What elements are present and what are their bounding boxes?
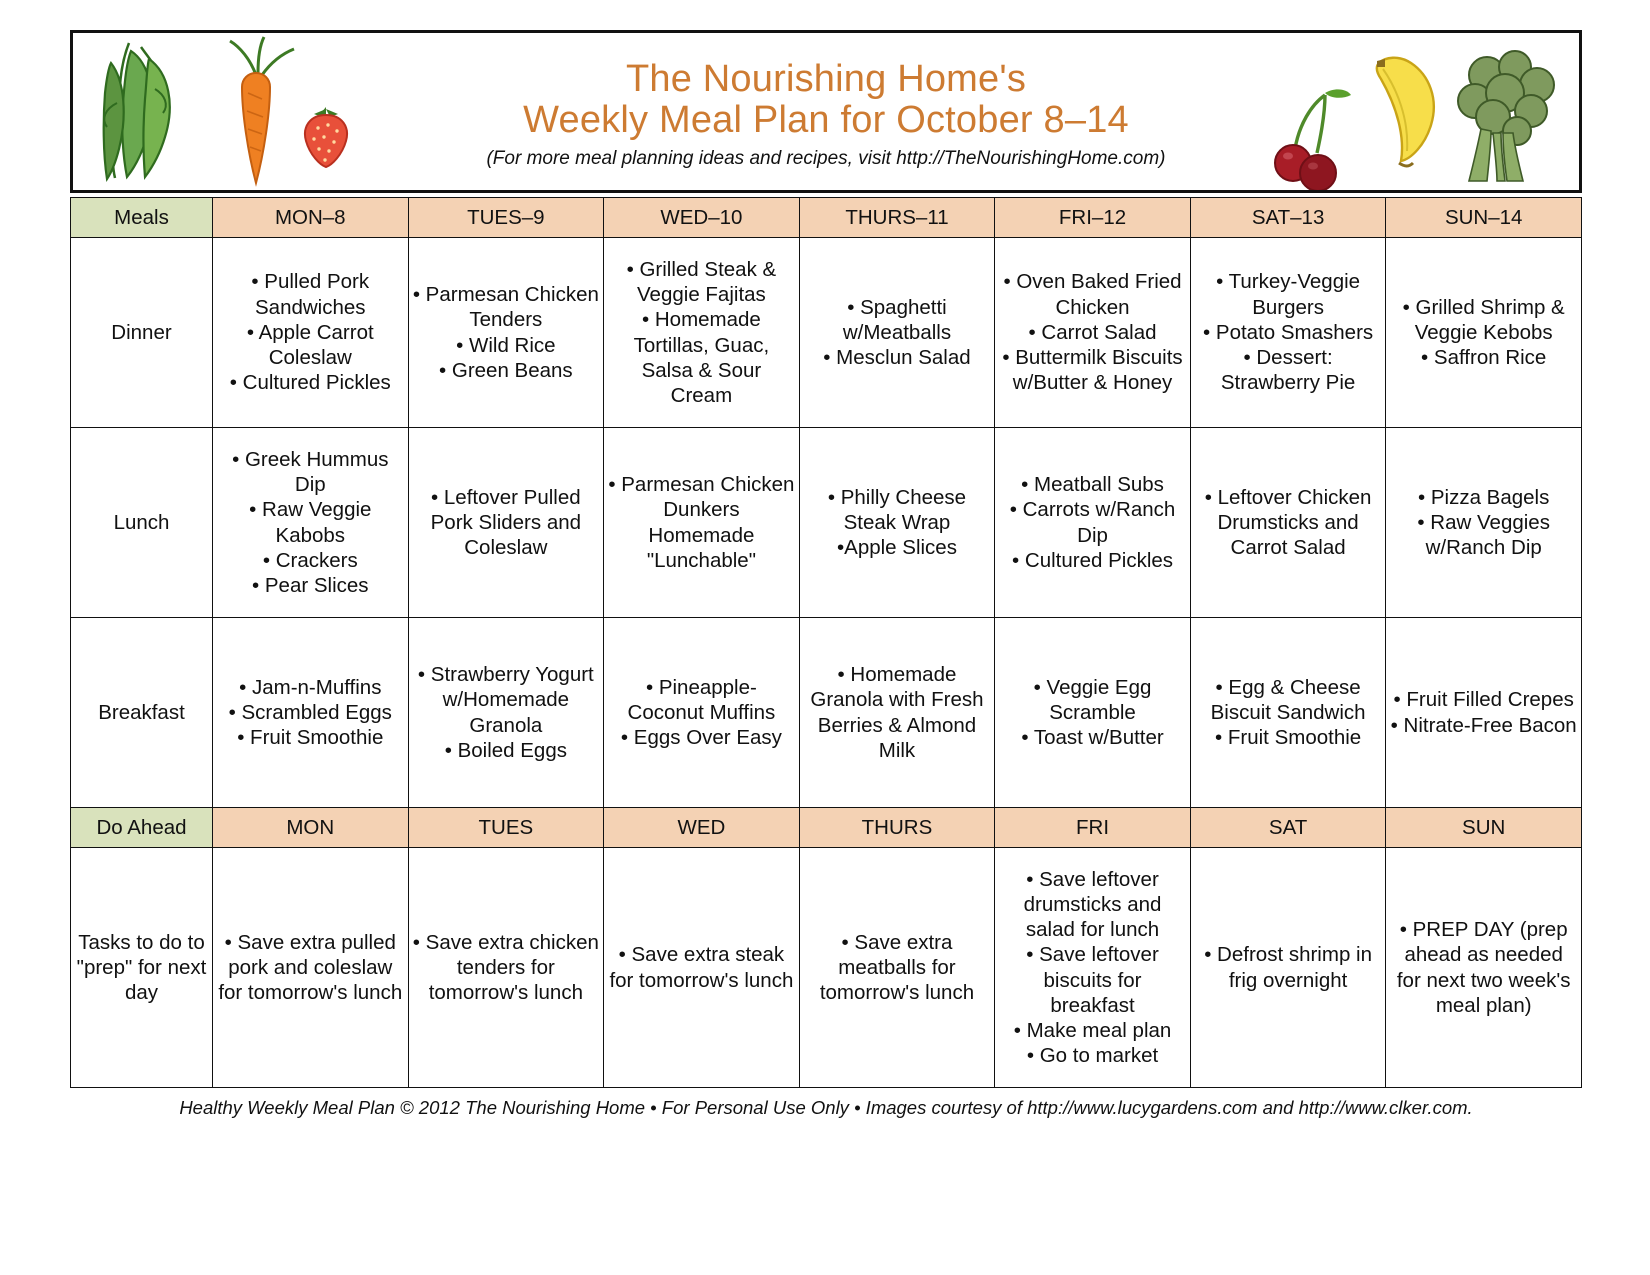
cell-item-list — [217, 269, 404, 395]
cell-item: • Mesclun Salad — [823, 346, 971, 370]
do-ahead-header-wed: WED — [604, 808, 800, 848]
cell-item: • Leftover Pulled Pork Sliders and Coleslaw — [430, 485, 582, 560]
cell-item: • Fruit Smoothie — [1215, 726, 1362, 750]
cell-item: • Strawberry Yogurt w/Homemade Granola — [417, 663, 594, 737]
breakfast-row — [71, 618, 1582, 808]
cell-lunch-sun — [1386, 428, 1582, 618]
cell-item-list — [413, 282, 600, 383]
cell-item-list — [608, 257, 795, 408]
cell-item: • Boiled Eggs — [444, 738, 567, 762]
day-header-sun: SUN–14 — [1386, 198, 1582, 238]
cell-item: • Nitrate-Free Bacon — [1390, 713, 1577, 737]
cell-item: • Save leftover drumsticks and salad for lunch — [1023, 867, 1162, 942]
title-line-1: The Nourishing Home's — [625, 57, 1027, 100]
title-subtitle: (For more meal planning ideas and recipes, visit http://TheNourishingHome.com) — [486, 148, 1166, 170]
cell-item: • Jam-n-Muffins — [239, 675, 382, 699]
cell-item: • Dessert: Strawberry Pie — [1220, 346, 1356, 395]
strawberry-icon — [296, 101, 356, 171]
cell-breakfast-sat — [1190, 618, 1386, 808]
cell-item: • Scrambled Eggs — [228, 700, 392, 724]
day-header-row — [71, 198, 1582, 238]
row-label-breakfast: Breakfast — [71, 618, 213, 808]
cell-item-list — [999, 269, 1186, 395]
cell-item-list — [413, 930, 600, 1006]
day-header-wed: WED–10 — [604, 198, 800, 238]
cell-item: • Potato Smashers — [1203, 320, 1374, 344]
day-header-tues: TUES–9 — [408, 198, 604, 238]
banner-art-left — [91, 33, 356, 190]
cell-item: • Crackers — [262, 548, 358, 572]
day-header-sat: SAT–13 — [1190, 198, 1386, 238]
cell-item: • Save extra meatballs for tomorrow's lunch — [819, 930, 975, 1005]
cell-tasks-fri — [995, 848, 1191, 1088]
cell-item: • Apple Carrot Coleslaw — [246, 320, 374, 370]
cell-item: • Saffron Rice — [1421, 346, 1547, 370]
cell-item-list — [608, 472, 795, 573]
cell-item: • Pear Slices — [252, 573, 369, 597]
row-label-lunch: Lunch — [71, 428, 213, 618]
cell-breakfast-sun — [1386, 618, 1582, 808]
meals-header-cell: Meals — [71, 198, 213, 238]
cell-item-list — [804, 662, 991, 763]
cell-item: • Cultured Pickles — [1012, 548, 1174, 572]
cell-tasks-sun — [1386, 848, 1582, 1088]
cell-dinner-mon — [213, 238, 409, 428]
cell-item-list — [999, 867, 1186, 1069]
banner — [70, 30, 1582, 193]
cell-tasks-tues — [408, 848, 604, 1088]
cell-lunch-wed — [604, 428, 800, 618]
cell-item: • Go to market — [1026, 1044, 1159, 1068]
cell-item: • Carrot Salad — [1028, 320, 1157, 344]
cell-item: • Leftover Chicken Drumsticks and Carrot Salad — [1204, 485, 1372, 560]
cell-tasks-mon — [213, 848, 409, 1088]
cell-item: • Save extra chicken tenders for tomorrow's lunch — [412, 930, 599, 1005]
cell-item: • Homemade Granola with Fresh Berries & Almond Milk — [810, 663, 984, 762]
cell-lunch-thurs — [799, 428, 995, 618]
cell-dinner-tues — [408, 238, 604, 428]
cell-lunch-mon — [213, 428, 409, 618]
cell-item-list — [608, 942, 795, 992]
cell-item-list — [1390, 687, 1577, 737]
cell-item: • Fruit Smoothie — [237, 726, 384, 750]
day-header-fri: FRI–12 — [995, 198, 1191, 238]
cell-item-list — [804, 295, 991, 371]
lunch-row — [71, 428, 1582, 618]
cell-dinner-sat — [1190, 238, 1386, 428]
cell-item-list — [413, 485, 600, 561]
broccoli-icon — [1447, 41, 1565, 186]
cell-item-list — [804, 930, 991, 1006]
cell-item-list — [1390, 917, 1577, 1018]
cell-item: • Cultured Pickles — [229, 371, 391, 395]
cell-item: • Oven Baked Fried Chicken — [1003, 270, 1182, 319]
day-header-thurs: THURS–11 — [799, 198, 995, 238]
cell-breakfast-wed — [604, 618, 800, 808]
cell-item: • Pulled Pork Sandwiches — [251, 270, 370, 319]
cell-item: • Save extra steak for tomorrow's lunch — [609, 943, 794, 992]
cell-item: • Veggie Egg Scramble — [1033, 675, 1152, 724]
cell-item: • Egg & Cheese Biscuit Sandwich — [1210, 675, 1366, 724]
cell-item-list — [1195, 942, 1382, 992]
cell-item: • Green Beans — [439, 358, 573, 382]
do-ahead-header-fri: FRI — [995, 808, 1191, 848]
cell-item: • Grilled Shrimp & Veggie Kebobs — [1402, 295, 1565, 344]
cell-item-list — [217, 930, 404, 1006]
cell-item-list — [1195, 675, 1382, 751]
day-header-mon: MON–8 — [213, 198, 409, 238]
cell-item-list — [1195, 269, 1382, 395]
pea-pods-icon — [91, 33, 216, 183]
cell-item: • Raw Veggies w/Ranch Dip — [1417, 510, 1550, 560]
cell-dinner-wed — [604, 238, 800, 428]
row-label-dinner: Dinner — [71, 238, 213, 428]
cell-item: • Defrost shrimp in frig overnight — [1204, 943, 1372, 992]
cell-item: • Pizza Bagels — [1417, 485, 1550, 509]
cell-item-list — [1390, 485, 1577, 561]
cell-lunch-fri — [995, 428, 1191, 618]
cell-item-list — [804, 485, 991, 561]
cell-item: • Philly Cheese Steak Wrap — [827, 485, 967, 534]
cell-tasks-sat — [1190, 848, 1386, 1088]
do-ahead-header-sun: SUN — [1386, 808, 1582, 848]
do-ahead-header-mon: MON — [213, 808, 409, 848]
do-ahead-header-tues: TUES — [408, 808, 604, 848]
cell-item-list — [217, 447, 404, 598]
cell-item: • Save leftover biscuits for breakfast — [1026, 943, 1159, 1017]
do-ahead-header-sat: SAT — [1190, 808, 1386, 848]
cell-item-list — [1390, 295, 1577, 371]
cell-breakfast-fri — [995, 618, 1191, 808]
cell-dinner-thurs — [799, 238, 995, 428]
cell-item-list — [1195, 485, 1382, 561]
cell-tasks-wed — [604, 848, 800, 1088]
cell-item: •Apple Slices — [836, 536, 957, 560]
cell-item: • Meatball Subs — [1021, 473, 1164, 497]
cell-item: • Grilled Steak & Veggie Fajitas — [626, 257, 777, 307]
cell-item: • Eggs Over Easy — [620, 726, 782, 750]
cell-tasks-thurs — [799, 848, 995, 1088]
cell-item: • Turkey-Veggie Burgers — [1216, 270, 1361, 319]
cell-item: • Make meal plan — [1013, 1018, 1172, 1042]
do-ahead-header-thurs: THURS — [799, 808, 995, 848]
cell-lunch-sat — [1190, 428, 1386, 618]
cell-item-list — [608, 675, 795, 751]
cell-dinner-fri — [995, 238, 1191, 428]
cell-item: • Parmesan Chicken Dunkers Homemade "Lunchable" — [608, 473, 795, 572]
cell-item: • Buttermilk Biscuits w/Butter & Honey — [1002, 346, 1183, 395]
cell-breakfast-tues — [408, 618, 604, 808]
cell-item: • Toast w/Butter — [1021, 726, 1164, 750]
carrot-icon — [212, 33, 304, 188]
cell-item: • PREP DAY (prep ahead as needed for next two week's meal plan) — [1396, 918, 1571, 1017]
footer-credit: Healthy Weekly Meal Plan © 2012 The Nourishing Home • For Personal Use Only • Images courtesy of http://www.lucygardens.com and http://www.clker.com. — [179, 1097, 1473, 1118]
cell-item-list — [999, 472, 1186, 573]
meal-plan-table — [70, 197, 1582, 1088]
cell-item: • Parmesan Chicken Tenders — [412, 283, 599, 332]
cell-dinner-sun — [1386, 238, 1582, 428]
do-ahead-header-cell: Do Ahead — [71, 808, 213, 848]
cell-breakfast-mon — [213, 618, 409, 808]
banner-art-right — [1273, 33, 1565, 190]
cell-item: • Spaghetti w/Meatballs — [842, 295, 952, 344]
cell-item: • Greek Hummus Dip — [232, 447, 389, 497]
cherries-icon — [1273, 85, 1355, 193]
cell-item-list — [999, 675, 1186, 751]
cell-item: • Wild Rice — [456, 333, 556, 357]
cell-item: • Raw Veggie Kabobs — [249, 498, 372, 547]
cell-item: • Save extra pulled pork and coleslaw for tomorrow's lunch — [218, 930, 403, 1005]
cell-item: • Fruit Filled Crepes — [1393, 688, 1574, 712]
cell-breakfast-thurs — [799, 618, 995, 808]
title-block — [486, 53, 1165, 170]
title-line-2: Weekly Meal Plan for October 8–14 — [523, 99, 1129, 141]
cell-item: • Pineapple-Coconut Muffins — [627, 675, 776, 724]
cell-item-list — [217, 675, 404, 751]
cell-lunch-tues — [408, 428, 604, 618]
tasks-row — [71, 848, 1582, 1088]
cell-item: • Carrots w/Ranch Dip — [1009, 498, 1176, 547]
dinner-row — [71, 238, 1582, 428]
do-ahead-header-row — [71, 808, 1582, 848]
row-label-tasks: Tasks to do to "prep" for next day — [71, 848, 213, 1088]
banana-icon — [1355, 53, 1447, 188]
cell-item: • Homemade Tortillas, Guac, Salsa & Sour Cream — [633, 308, 770, 407]
cell-item-list — [413, 662, 600, 763]
